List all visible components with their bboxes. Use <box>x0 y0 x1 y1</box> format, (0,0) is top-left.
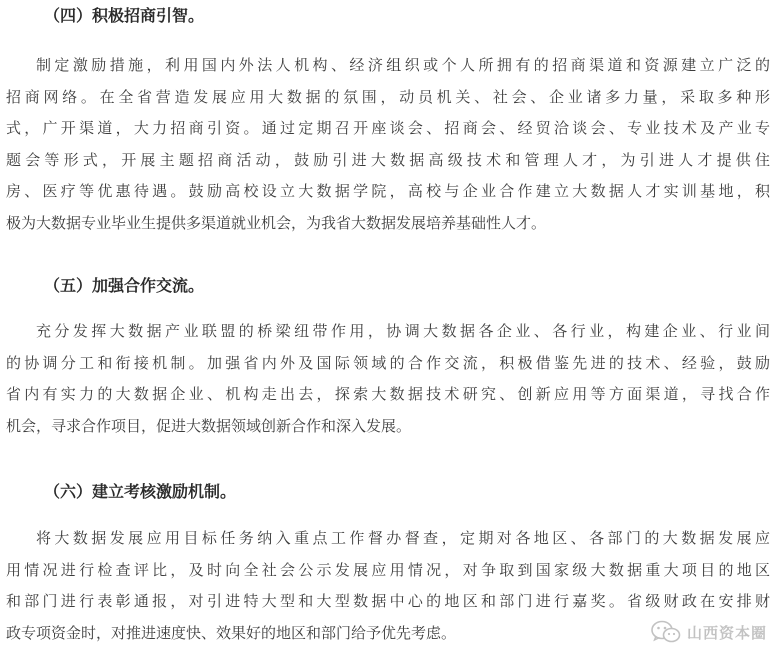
paragraph-line: 题会等形式，开展主题招商活动，鼓励引进大数据高级技术和管理人才，为引进人才提供住 <box>6 150 770 169</box>
section-heading-6: （六）建立考核激励机制。 <box>44 482 237 501</box>
section-paragraph-4 <box>6 50 770 239</box>
paragraph-line: 制定激励措施，利用国内外法人机构、经济组织或个人所拥有的招商渠道和资源建立广泛的 <box>36 56 770 74</box>
wechat-icon <box>651 620 681 644</box>
watermark <box>651 620 767 644</box>
paragraph-line: 招商网络。在全省营造发展应用大数据的氛围，动员机关、社会、企业诸多力量，采取多种形 <box>6 87 770 106</box>
paragraph-line: 极为大数据专业毕业生提供多渠道就业机会，为我省大数据发展培养基础性人才。 <box>6 213 547 232</box>
paragraph-line: 机会，寻求合作项目，促进大数据领域创新合作和深入发展。 <box>6 416 412 435</box>
section-paragraph-5 <box>6 316 770 442</box>
paragraph-line: 房、医疗等优惠待遇。鼓励高校设立大数据学院，高校与企业合作建立大数据人才实训基地，积 <box>6 182 770 200</box>
paragraph-line: 省内有实力的大数据企业、机构走出去，探索大数据技术研究、创新应用等方面渠道，寻找合作 <box>6 385 770 403</box>
paragraph-line: 政专项资金时，对推进速度快、效果好的地区和部门给予优先考虑。 <box>6 623 457 642</box>
section-heading-5: （五）加强合作交流。 <box>44 276 205 295</box>
paragraph-line: 式，广开渠道，大力招商引资。通过定期召开座谈会、招商会、经贸洽谈会、专业技术及产业专 <box>6 119 770 137</box>
watermark-text: 山西资本圈 <box>686 623 767 642</box>
paragraph-line: 用情况进行检查评比，及时向全社会公示发展应用情况，对争取到国家级大数据重大项目的地区 <box>6 560 770 579</box>
paragraph-line: 充分发挥大数据产业联盟的桥梁纽带作用，协调大数据各企业、各行业，构建企业、行业间 <box>36 322 770 340</box>
section-heading-4: （四）积极招商引智。 <box>44 6 205 25</box>
paragraph-line: 将大数据发展应用目标任务纳入重点工作督办督查，定期对各地区、各部门的大数据发展应 <box>36 529 770 547</box>
paragraph-line: 的协调分工和衔接机制。加强省内外及国际领域的合作交流，积极借鉴先进的技术、经验，鼓励 <box>6 353 770 372</box>
paragraph-line: 和部门进行表彰通报，对引进特大型和大型数据中心的地区和部门进行嘉奖。省级财政在安排财 <box>6 592 770 610</box>
